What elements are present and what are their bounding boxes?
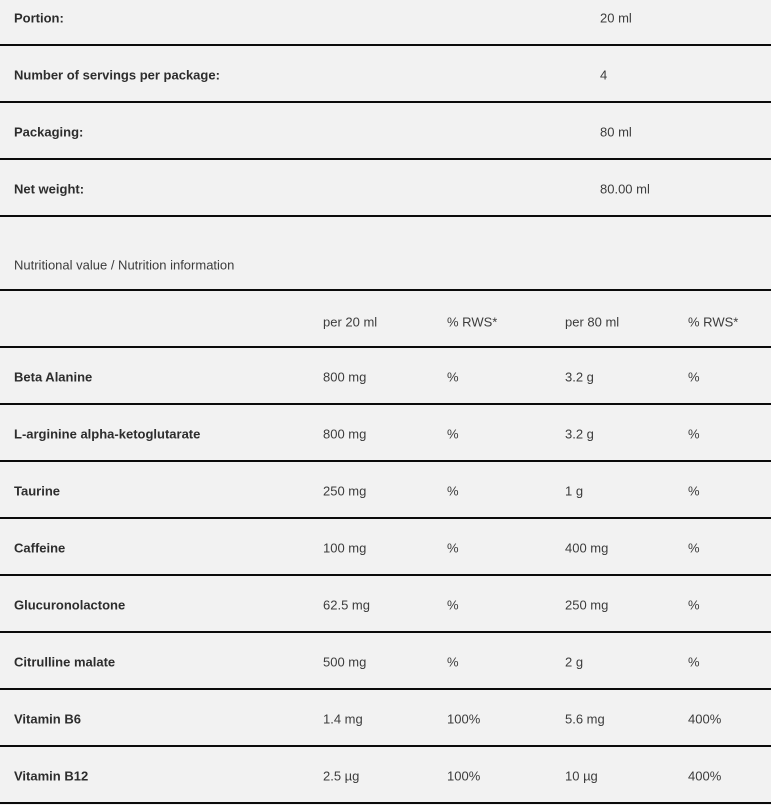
column-header-per-80ml: per 80 ml [565, 314, 620, 330]
table-row [0, 462, 771, 519]
value-per-80ml: 5.6 mg [565, 711, 605, 727]
value-per-20ml: 250 mg [323, 483, 367, 499]
info-value: 4 [600, 67, 608, 83]
info-label: Packaging: [14, 124, 84, 140]
value-rws-80ml: % [688, 483, 700, 499]
value-rws-80ml: % [688, 540, 700, 556]
value-rws-20ml: % [447, 654, 459, 670]
table-row [0, 405, 771, 462]
nutrient-name: Vitamin B6 [14, 711, 81, 727]
table-row [0, 633, 771, 690]
value-rws-80ml: % [688, 654, 700, 670]
value-per-80ml: 10 µg [565, 768, 598, 784]
section-title: Nutritional value / Nutrition information [14, 257, 235, 273]
info-row-servings [0, 46, 771, 103]
value-rws-80ml: % [688, 597, 700, 613]
value-per-20ml: 2.5 µg [323, 768, 360, 784]
value-per-80ml: 3.2 g [565, 369, 594, 385]
value-rws-20ml: 100% [447, 768, 481, 784]
info-row-net-weight [0, 160, 771, 217]
value-per-80ml: 250 mg [565, 597, 609, 613]
value-rws-80ml: % [688, 426, 700, 442]
info-value: 80.00 ml [600, 181, 650, 197]
nutrient-name: Beta Alanine [14, 369, 93, 385]
value-per-80ml: 3.2 g [565, 426, 594, 442]
section-title-row [0, 217, 771, 291]
info-label: Portion: [14, 10, 64, 26]
nutrient-name: Taurine [14, 483, 60, 499]
value-rws-20ml: % [447, 426, 459, 442]
value-per-20ml: 62.5 mg [323, 597, 370, 613]
info-label: Net weight: [14, 181, 85, 197]
value-rws-80ml: 400% [688, 711, 722, 727]
nutrient-name: Vitamin B12 [14, 768, 89, 784]
value-per-80ml: 1 g [565, 483, 584, 499]
value-rws-20ml: % [447, 369, 459, 385]
info-row-portion [0, 0, 771, 46]
table-row [0, 348, 771, 405]
column-header-rws-20ml: % RWS* [447, 314, 498, 330]
nutrient-name: Caffeine [14, 540, 66, 556]
value-rws-20ml: % [447, 597, 459, 613]
info-value: 80 ml [600, 124, 632, 140]
info-row-packaging [0, 103, 771, 160]
info-value: 20 ml [600, 10, 632, 26]
table-header-row [0, 291, 771, 348]
value-per-80ml: 400 mg [565, 540, 609, 556]
value-per-80ml: 2 g [565, 654, 584, 670]
value-rws-20ml: 100% [447, 711, 481, 727]
info-label: Number of servings per package: [14, 67, 220, 83]
value-rws-20ml: % [447, 540, 459, 556]
value-per-20ml: 800 mg [323, 369, 367, 385]
value-rws-80ml: % [688, 369, 700, 385]
value-rws-20ml: % [447, 483, 459, 499]
value-per-20ml: 500 mg [323, 654, 367, 670]
value-per-20ml: 800 mg [323, 426, 367, 442]
table-row [0, 690, 771, 747]
nutrient-name: L-arginine alpha-ketoglutarate [14, 426, 201, 442]
nutrient-name: Citrulline malate [14, 654, 116, 670]
column-header-per-20ml: per 20 ml [323, 314, 378, 330]
value-per-20ml: 100 mg [323, 540, 367, 556]
value-rws-80ml: 400% [688, 768, 722, 784]
value-per-20ml: 1.4 mg [323, 711, 363, 727]
column-header-rws-80ml: % RWS* [688, 314, 739, 330]
table-row [0, 519, 771, 576]
nutrient-name: Glucuronolactone [14, 597, 126, 613]
table-row [0, 747, 771, 804]
table-row [0, 576, 771, 633]
